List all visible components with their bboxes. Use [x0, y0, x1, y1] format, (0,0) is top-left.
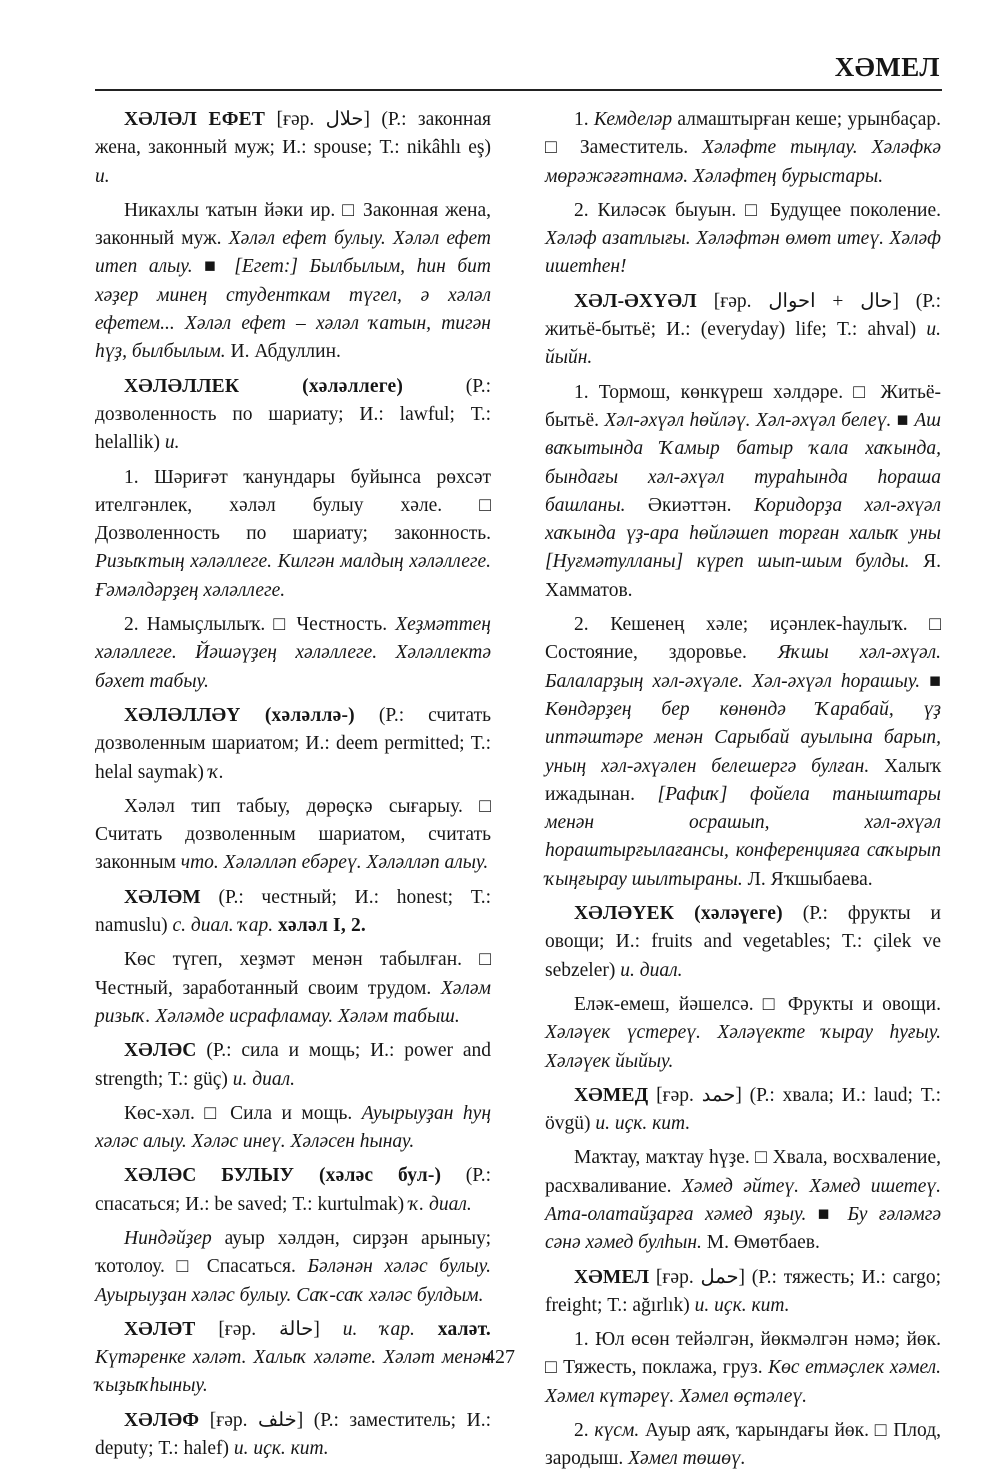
- entry-text: Халыҡ ижадынан.: [545, 755, 941, 805]
- entry-text: Еләк-емеш, йәшелсә. □ Фрукты и овощи.: [574, 993, 941, 1015]
- entry-text: М. Өмөтбаев.: [701, 1232, 820, 1254]
- entry-text: И. Абдуллин.: [225, 341, 341, 363]
- headword: ХӘЛӘС БУЛЫУ (хәләс бул-): [124, 1165, 442, 1187]
- headword: ХӘЛӘЛ ЕФЕТ: [124, 109, 266, 130]
- entry-text: ■: [192, 256, 235, 278]
- entry-text: 1. Тормош, көнкүреш хәлдәре. □ Житьё-бытьё.: [545, 381, 941, 431]
- headword: хәләл I, 2.: [278, 915, 366, 937]
- entry-text: (Р.: фрукты и овощи; И.: fruits and vegetables; Т.: çilek ve sebzeler): [545, 903, 941, 981]
- example-text: күсм.: [594, 1420, 640, 1442]
- entry-text: 1. Шәриғәт ҡанундары буйынса рөхсәт ителгәнлек, хәләл булыу хәле. □ Дозволенность по шариату; законность.: [95, 466, 491, 545]
- entry-text: (Р.: считать дозволенным шариатом; И.: deem permitted; Т.: helal saymak): [95, 704, 492, 783]
- entry-text: Хәләл тип табыу, дөрөҫкә сығарыу. □ Считать дозволенным шариатом, считать законным: [95, 795, 491, 874]
- entry-text: 2. Киләсәк быуын. □ Будущее поколение.: [574, 199, 941, 221]
- dictionary-paragraph: [545, 379, 941, 605]
- headword: ХӘМЕЛ: [574, 1266, 650, 1288]
- example-text: Хәләфте тыңлау. Хәләфкә мөрәжәғәтнамә. Хәләфтең бурыстары.: [545, 137, 941, 187]
- example-text: Көс етмәҫлек хәмел. Хәмел күтәреү. Хәмел өҫтәлеү.: [545, 1357, 941, 1407]
- entry-text: [ғәр.: [199, 1409, 258, 1431]
- entry-text: 1. Юл өсөн тейәлгән, йөкмәлгән нәмә; йөк. □ Тяжесть, поклажа, груз.: [545, 1329, 941, 1379]
- example-text: Бу ғәләмгә сәнә хәмед булһын.: [545, 1203, 942, 1254]
- entry-text: алмаштырған кеше; урынбаҫар. □ Заместитель.: [545, 109, 941, 159]
- example-text: Ризыҡтың хәләллеге. Килгән малдың хәләллеге. Ғәмәлдәрҙең хәләллеге.: [95, 551, 491, 601]
- headword: ХӘМЕД: [574, 1084, 649, 1106]
- example-text: и. йыйн.: [545, 319, 941, 369]
- entry-text: [415, 1319, 438, 1340]
- entry-text: Көс түгеп, хеҙмәт менән табылған. □ Честный, заработанный своим трудом.: [95, 949, 491, 999]
- entry-text: ] (Р.: тяжесть; И.: cargo; freight; Т.: ağırlık): [545, 1266, 941, 1316]
- dictionary-paragraph: [95, 702, 491, 787]
- entry-text: Я. Хамматов.: [545, 551, 941, 601]
- dictionary-paragraph: [545, 288, 941, 373]
- example-text: Кемделәр: [593, 109, 673, 130]
- dictionary-paragraph: [545, 1082, 941, 1139]
- dictionary-paragraph: [545, 1264, 941, 1321]
- example-text: и. иҫк. кит.: [233, 1438, 329, 1460]
- right-column: [545, 106, 941, 1480]
- page-number: 427: [485, 1346, 515, 1368]
- dictionary-paragraph: [95, 611, 491, 696]
- example-text: Хәләл ефет булыу. Хәләл ефет итеп алыу.: [95, 228, 491, 278]
- example-text: Хәл-әхүәл һөйләү. Хәл-әхүәл белеү.: [604, 409, 892, 431]
- dictionary-paragraph: [95, 106, 491, 191]
- entry-text: Әкиәттән.: [625, 494, 754, 516]
- example-text: Хәмел төшөү.: [628, 1448, 746, 1470]
- dictionary-paragraph: [545, 991, 941, 1076]
- entry-text: [ғәр.: [649, 1266, 701, 1288]
- example-text: Күтәренке хәләт. Халыҡ хәләте. Хәләт менән ҡыҙыҡһыныу.: [95, 1347, 491, 1397]
- example-text: и. иҫк. кит.: [694, 1294, 790, 1316]
- entry-text: ] (Р.: заместитель; И.: deputy; Т.: halef): [95, 1409, 491, 1460]
- dictionary-paragraph: [95, 197, 491, 367]
- headword: халәт.: [437, 1318, 491, 1340]
- entry-text: [ғәр.: [648, 1084, 702, 1106]
- dictionary-paragraph: [545, 106, 941, 191]
- entry-text: (Р.: честный; И.: honest; Т.: namuslu): [95, 886, 491, 937]
- dictionary-paragraph: [95, 884, 491, 941]
- entry-text: (Р.: дозволенность по шариату; И.: lawful; Т.: helallik): [95, 375, 491, 454]
- header-rule: [95, 89, 942, 91]
- example-text: Хәләф азатлығы. Хәләфтән өмөт итеү. Хәләф ишетһен!: [545, 228, 941, 278]
- example-text: что. Хәләлләп ебәреү. Хәләлләп алыу.: [180, 852, 489, 874]
- dictionary-paragraph: [95, 1162, 491, 1219]
- arabic-etymon: حال: [860, 290, 893, 312]
- example-text: Коридорҙа хәл-әхүәл хаҡында үҙ-ара һөйләшеп торған халыҡ уны [Нуғмәтулланы] күреп шып-шым булды.: [545, 494, 942, 573]
- entry-text: [ғәр.: [265, 109, 326, 130]
- headword: ХӘЛӘФ: [124, 1409, 200, 1431]
- arabic-etymon: خلف: [258, 1409, 297, 1431]
- example-text: и. ҡар.: [342, 1318, 415, 1340]
- example-text: ҡ. диал.: [409, 1193, 472, 1215]
- dictionary-paragraph: [545, 611, 941, 894]
- entry-text: (Р.: спасаться; И.: be saved; Т.: kurtulmak): [95, 1165, 491, 1215]
- entry-text: Ауыр аяҡ, ҡарындағы йөк. □ Плод, зародыш.: [545, 1420, 942, 1470]
- dictionary-paragraph: [545, 1144, 941, 1257]
- entry-text: ■: [891, 409, 915, 431]
- entry-text: 2. Кешенең хәле; иҫәнлек-һаулыҡ. □ Состояние, здоровье.: [545, 614, 941, 664]
- example-text: Бәләнән хәләс булыу. Ауырыуҙан хәләс булыу. Саҡ-саҡ хәләс булдым.: [95, 1256, 491, 1306]
- example-text: Аш ваҡытында Ҡамыр батыр ҡала хаҡында, бындағы хәл-әхүәл тураһында һораша башланы.: [545, 409, 942, 516]
- entry-text: Никахлы ҡатын йәки ир. □ Законная жена, законный муж.: [95, 199, 491, 250]
- dictionary-paragraph: [95, 793, 491, 878]
- entry-text: 2.: [574, 1420, 595, 1442]
- example-text: и.: [164, 432, 180, 454]
- arabic-etymon: احوال: [768, 290, 816, 312]
- arabic-etymon: حالة: [278, 1318, 314, 1340]
- entry-text: [ғәр.: [696, 290, 769, 312]
- example-text: и. иҫк. кит.: [595, 1113, 691, 1135]
- running-head: ХӘМЕЛ: [834, 52, 940, 82]
- arabic-etymon: حمد: [701, 1084, 736, 1106]
- entry-text: ] (Р.: житьё-бытьё; И.: (everyday) life; Т.: ahval): [545, 290, 942, 341]
- dictionary-paragraph: [95, 946, 491, 1031]
- example-text: [Рафиҡ] фойела таныштары менән осрашып, хәл-әхүәл һораштырғылағансы, конференцияға саҡырып ҡыңғырау шылтыраны.: [545, 783, 941, 890]
- example-text: и. диал.: [620, 959, 683, 981]
- example-text: Ауырыуҙан һуң хәләс алыу. Хәләс инеү. Хәләсен һынау.: [95, 1102, 491, 1153]
- example-text: Хәмед әйтеү. Хәмед ишетеү. Ата-олатайҙарға хәмед яҙыу.: [545, 1175, 941, 1225]
- headword: ХӘЛӘС: [124, 1040, 197, 1062]
- headword: ХӘЛӘҮЕК (хәләүеге): [574, 903, 783, 925]
- headword: ХӘЛӘТ: [124, 1318, 196, 1340]
- example-text: [Егет:] Былбылым, һин бит хәҙер минең студенткам түгел, ә хәләл ефетем... Хәләл ефет – хәләл ҡатын, тигән һүҙ, былбылым.: [95, 256, 492, 363]
- headword: ХӘЛӘМ: [124, 886, 201, 908]
- example-text: Хеҙмәттең хәләллеге. Йәшәүҙең хәләллеге. Хәләллектә бәхет табыу.: [95, 614, 491, 692]
- dictionary-paragraph: [95, 1037, 491, 1094]
- example-text: Ниндәйҙер: [124, 1227, 212, 1249]
- example-text: Хәләм ризыҡ. Хәләмде исрафламау. Хәләм табыш.: [95, 977, 491, 1027]
- headword: ХӘЛ-ӘХҮӘЛ: [574, 290, 697, 312]
- entry-text: Көс-хәл. □ Сила и мощь.: [124, 1102, 362, 1124]
- dictionary-paragraph: [545, 900, 941, 985]
- example-text: и. диал.: [232, 1068, 296, 1090]
- example-text: Көндәрҙең бер көнөндә Ҡарабай, үҙ иптәштәре менән Сарыбай ауылына барып, уның хәл-әхүәлен белешергә булған.: [545, 698, 941, 777]
- entry-text: [ғәр.: [195, 1318, 279, 1340]
- entry-text: (Р.: сила и мощь; И.: power and strength; Т.: güç): [95, 1040, 491, 1090]
- dictionary-paragraph: [545, 1417, 941, 1474]
- left-column: [95, 106, 491, 1469]
- dictionary-paragraph: [95, 373, 491, 458]
- entry-text: 1.: [574, 109, 594, 130]
- example-text: Яҡшы хәл-әхүәл. Балаларҙың хәл-әхүәле. Хәл-әхүәл һорашыу.: [545, 642, 941, 692]
- dictionary-paragraph: [95, 1225, 491, 1310]
- entry-text: ]: [313, 1318, 343, 1340]
- arabic-etymon: حمل: [700, 1266, 739, 1288]
- dictionary-paragraph: [95, 1100, 491, 1157]
- example-text: с. диал. ҡар.: [172, 915, 274, 937]
- dictionary-paragraph: [95, 464, 491, 605]
- entry-text: ] (Р.: законная жена, законный муж; И.: spouse; Т.: nikâhlı eş): [95, 109, 491, 159]
- entry-text: Маҡтау, маҡтау һүҙе. □ Хвала, восхваление, расхваливание.: [545, 1147, 941, 1197]
- dictionary-paragraph: [545, 197, 941, 282]
- dictionary-paragraph: [95, 1407, 491, 1464]
- example-text: ҡ.: [208, 761, 224, 783]
- entry-text: Л. Яҡшыбаева.: [742, 868, 873, 890]
- entry-text: 2. Намыҫлылыҡ. □ Честность.: [124, 614, 396, 636]
- entry-text: ■: [806, 1203, 848, 1225]
- example-text: и.: [95, 165, 110, 187]
- entry-text: +: [815, 290, 861, 312]
- headword: ХӘЛӘЛЛЕК (хәләллеге): [124, 375, 404, 397]
- entry-text: ауыр хәлдән, сирҙән арыныу; ҡотолоу. □ Спасаться.: [95, 1227, 491, 1278]
- entry-text: ] (Р.: хвала; И.: laud; Т.: övgü): [545, 1084, 941, 1135]
- headword: ХӘЛӘЛЛӘҮ (хәләллә-): [124, 704, 355, 726]
- arabic-etymon: حلال: [325, 109, 364, 130]
- example-text: Хәләүек үстереү. Хәләүекте ҡырау һуғыу. Хәләүек йыйыу.: [545, 1022, 941, 1072]
- entry-text: ■: [920, 670, 941, 692]
